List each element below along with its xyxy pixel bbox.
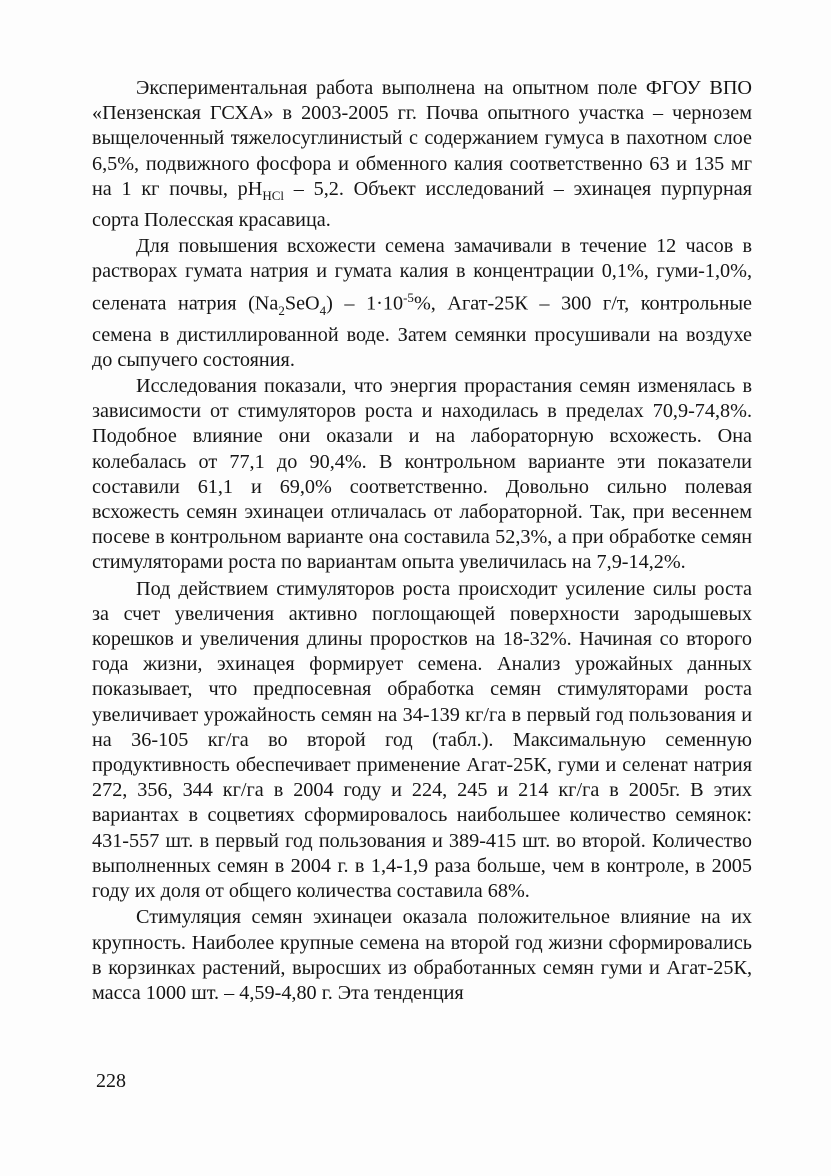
paragraph-1-tail: – 5,2. Объект исследований – эхинацея пурпурная сорта Полесская красавица. — [92, 177, 752, 232]
ph-subscript: HCl — [262, 187, 284, 203]
body-text — [92, 76, 752, 1006]
paragraph-2 — [92, 234, 752, 373]
paragraph-3: Исследования показали, что энергия прорастания семян изменялась в зависимости от стимуляторов роста и находилась в пределах 70,9-74,8%. Подобное влияние они оказали и на лабораторную всхожесть. Она колебалась от 77,1 до 90,4%. В контрольном варианте эти показатели составили 61,1 и 69,0% соответственно. Довольно сильно полевая всхожесть семян эхинацеи отличалась от лабораторной. Так, при весеннем посеве в контрольном варианте она составила 52,3%, а при обработке семян стимуляторами роста по вариантам опыта увеличилась на 7,9-14,2%. — [92, 375, 752, 574]
paragraph-4: Под действием стимуляторов роста происходит усиление силы роста за счет увеличения активно поглощающей поверхности зародышевых корешков и увеличения длины проростков на 18-32%. Начиная со второго года жизни, эхинацея формирует семена. Анализ урожайных данных показывает, что предпосевная обработка семян стимуляторами роста увеличивает урожайность семян на 34-139 кг/га в первый год пользования и на 36-105 кг/га во второй год (табл.). Максимальную семенную продуктивность обеспечивает применение Агат-25К, гуми и селенат натрия 272, 356, 344 кг/га в 2004 году и 224, 245 и 214 кг/га в 2005г. В этих вариантах в соцветиях сформировалось наибольшее количество семянок: 431-557 шт. в первый год пользования и 389-415 шт. во второй. Количество выполненных семян в 2004 г. в 1,4-1,9 раза больше, чем в контроле, в 2005 году их доля от общего количества составила 68%. — [92, 577, 752, 903]
paragraph-1 — [92, 76, 752, 233]
paragraph-2-text: Для повышения всхожести семена замачивали в течение 12 часов в растворах гумата натрия и гумата калия в концентрации 0,1%, гуми-1,0%, селената натрия (Na — [92, 235, 752, 315]
paragraph-5: Стимуляция семян эхинацеи оказала положительное влияние на их крупность. Наиболее крупные семена на второй год жизни сформировались в корзинках растений, выросших из обработанных семян гуми и Агат-25К, масса 1000 шт. – 4,59-4,80 г. Эта тенденция — [92, 906, 752, 1004]
page-number: 228 — [96, 1070, 126, 1092]
paragraph-2-tail: %, Агат-25К – 300 г/т, контрольные семена в дистиллированной воде. Затем семянки просушивали на воздухе до сыпучего состояния. — [92, 292, 752, 371]
paragraph-2-mid: SeO — [284, 292, 320, 315]
exponent-superscript: -5 — [403, 289, 414, 305]
o-subscript: 4 — [319, 302, 327, 318]
paragraph-1-text: Экспериментальная работа выполнена на опытном поле ФГОУ ВПО «Пензенская ГСХА» в 2003-2005 гг. Почва опытного участка – чернозем выщелоченный тяжелосуглинистый с содержанием гумуса в пахотном слое 6,5%, подвижного фосфора и обменного калия соответственно 63 и 135 мг на 1 кг почвы, pH — [92, 77, 752, 200]
paragraph-2-mid2: ) – 1·10 — [326, 292, 404, 315]
na-subscript: 2 — [278, 302, 285, 318]
